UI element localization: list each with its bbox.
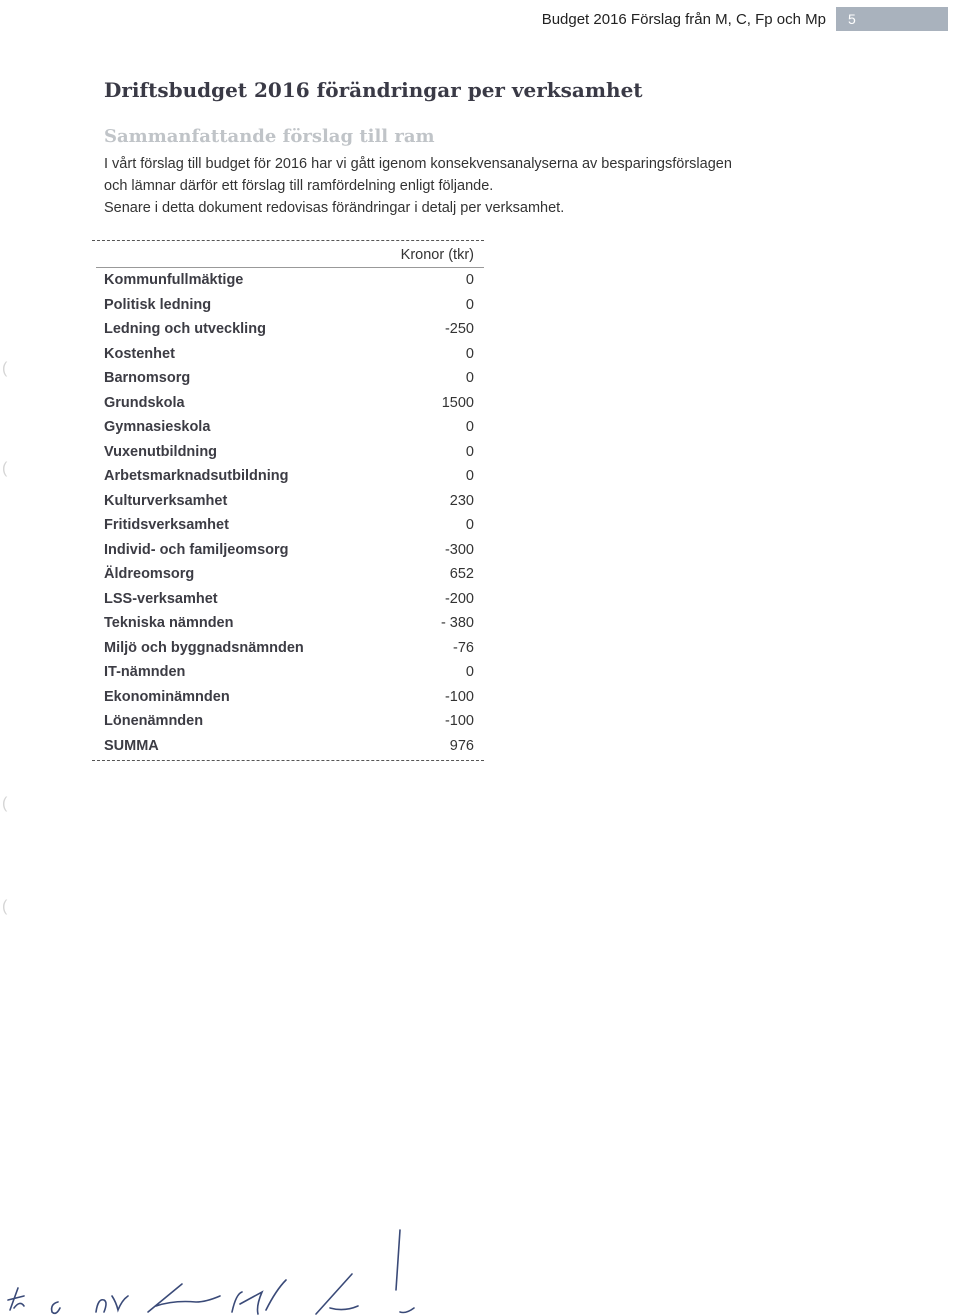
row-value: 0: [465, 664, 474, 681]
row-label: Kommunfullmäktige: [104, 272, 244, 289]
table-row: [92, 587, 484, 612]
table-row: [92, 611, 484, 636]
budget-table: [92, 240, 484, 761]
row-value: 0: [465, 517, 474, 534]
handwritten-signature: [0, 1220, 460, 1316]
row-label: Vuxenutbildning: [104, 443, 218, 460]
row-value: -200: [444, 590, 474, 607]
row-value: 0: [465, 443, 474, 460]
column-header: Kronor (tkr): [400, 247, 474, 263]
row-label: Miljö och byggnadsnämnden: [104, 639, 304, 656]
table-row: [92, 489, 484, 514]
row-label: Ledning och utveckling: [104, 321, 266, 338]
page-header: [542, 6, 948, 32]
row-label: Individ- och familjeomsorg: [104, 541, 289, 558]
table-row: [92, 317, 484, 342]
table-row: [92, 342, 484, 367]
row-label: SUMMA: [104, 737, 159, 754]
row-label: Politisk ledning: [104, 296, 212, 313]
table-row: [92, 440, 484, 465]
document-title: Driftsbudget 2016 förändringar per verksamhet: [104, 78, 643, 102]
section-heading: Sammanfattande förslag till ram: [104, 126, 435, 147]
table-row: [92, 268, 484, 293]
intro-line: Senare i detta dokument redovisas förändringar i detalj per verksamhet.: [104, 200, 565, 216]
row-value: - 380: [440, 615, 474, 632]
page-number-badge: 5: [836, 7, 948, 31]
row-label: Fritidsverksamhet: [104, 517, 229, 534]
row-value: -100: [444, 688, 474, 705]
intro-line: och lämnar därför ett förslag till ramfördelning enligt följande.: [104, 178, 494, 194]
table-row: [92, 685, 484, 710]
row-value: -250: [444, 321, 474, 338]
margin-mark: (: [2, 795, 8, 812]
row-label: Gymnasieskola: [104, 419, 211, 436]
intro-paragraph: [104, 153, 824, 219]
table-row: [92, 513, 484, 538]
table-body: [92, 268, 484, 758]
table-row: [92, 562, 484, 587]
table-row: [92, 636, 484, 661]
table-row: [92, 415, 484, 440]
table-top-rule: [92, 240, 484, 241]
margin-mark: (: [2, 460, 8, 477]
table-row: [92, 709, 484, 734]
row-value: 0: [465, 272, 474, 289]
table-bottom-rule: [92, 760, 484, 761]
table-row: [92, 391, 484, 416]
row-value: 1500: [441, 394, 474, 411]
table-row: [92, 660, 484, 685]
row-value: -100: [444, 713, 474, 730]
row-value: 0: [465, 370, 474, 387]
table-row: [92, 538, 484, 563]
row-label: Ekonominämnden: [104, 688, 230, 705]
table-row: [92, 464, 484, 489]
row-value: 0: [465, 468, 474, 485]
row-value: 652: [449, 566, 474, 583]
row-label: Kostenhet: [104, 345, 175, 362]
row-label: Tekniska nämnden: [104, 615, 234, 632]
table-row: [92, 366, 484, 391]
intro-line: I vårt förslag till budget för 2016 har vi gått igenom konsekvensanalyserna av besparingsförslagen: [104, 156, 732, 172]
row-value: 0: [465, 296, 474, 313]
row-label: Äldreomsorg: [104, 566, 195, 583]
table-row: [92, 734, 484, 759]
row-label: LSS-verksamhet: [104, 590, 218, 607]
row-value: 230: [449, 492, 474, 509]
row-value: -76: [453, 639, 474, 656]
row-label: Kulturverksamhet: [104, 492, 228, 509]
margin-mark: (: [2, 360, 8, 377]
row-value: 0: [465, 419, 474, 436]
row-value: 0: [465, 345, 474, 362]
row-label: Lönenämnden: [104, 713, 204, 730]
row-label: Grundskola: [104, 394, 185, 411]
row-label: Arbetsmarknadsutbildning: [104, 468, 289, 485]
table-row: [92, 293, 484, 318]
row-label: IT-nämnden: [104, 664, 186, 681]
margin-mark: (: [2, 898, 8, 915]
row-label: Barnomsorg: [104, 370, 191, 387]
row-value: -300: [444, 541, 474, 558]
header-title: Budget 2016 Förslag från M, C, Fp och Mp: [541, 10, 826, 28]
row-value: 976: [449, 737, 474, 754]
